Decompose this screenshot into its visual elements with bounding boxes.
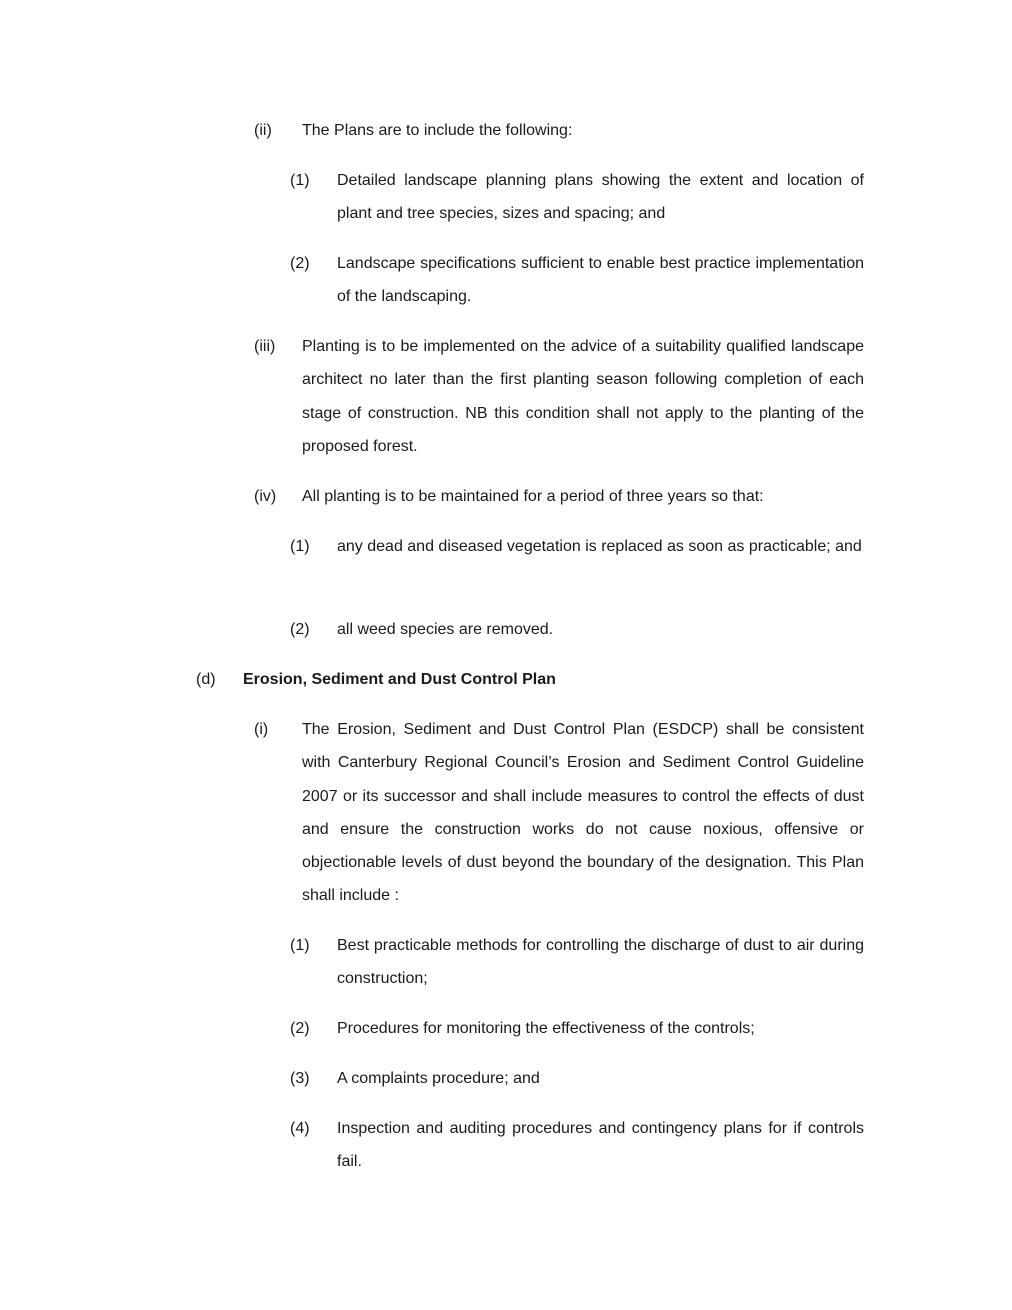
subitem-label: (3) <box>290 1070 310 1087</box>
subitem-text: Detailed landscape planning plans showing the extent and location of plant and tree species, sizes and spacing; and <box>337 172 864 223</box>
subitem-text: Landscape specifications sufficient to enable best practice implementation of the landscaping. <box>337 255 864 306</box>
section-label-d: (d) <box>196 671 216 688</box>
subitem-label: (1) <box>290 538 310 555</box>
subitem-label: (4) <box>290 1120 310 1137</box>
subitem-text: A complaints procedure; and <box>337 1070 540 1087</box>
subitem-label: (1) <box>290 937 310 954</box>
subitem-label: (2) <box>290 255 310 272</box>
item-text-i: The Erosion, Sediment and Dust Control Plan (ESDCP) shall be consistent with Canterbury Regional Council’s Erosion and Sediment Control Guideline 2007 or its successor and shall include measures to control the effects of dust and ensure the construction works do not cause noxious, offensive or objectionable levels of dust beyond the boundary of the designation. This Plan shall include : <box>302 721 864 905</box>
subitem-text: all weed species are removed. <box>337 621 554 638</box>
section-heading: Erosion, Sediment and Dust Control Plan <box>243 671 556 688</box>
item-text-iii: Planting is to be implemented on the advice of a suitability qualified landscape architect no later than the first planting season following completion of each stage of construction. NB this condition shall not apply to the planting of the proposed forest. <box>302 338 864 455</box>
subitem-text: any dead and diseased vegetation is replaced as soon as practicable; and <box>337 538 862 555</box>
subitem-text: Inspection and auditing procedures and contingency plans for if controls fail. <box>337 1120 864 1171</box>
subitem-text: Best practicable methods for controlling the discharge of dust to air during construction; <box>337 937 864 988</box>
item-label-iv: (iv) <box>254 488 277 505</box>
item-text-iv: All planting is to be maintained for a period of three years so that: <box>302 488 764 505</box>
subitem-label: (1) <box>290 172 310 189</box>
item-text-ii: The Plans are to include the following: <box>302 122 573 139</box>
subitem-label: (2) <box>290 621 310 638</box>
subitem-text: Procedures for monitoring the effectiveness of the controls; <box>337 1020 755 1037</box>
item-label-i: (i) <box>254 721 269 738</box>
item-label-iii: (iii) <box>254 338 276 355</box>
item-label-ii: (ii) <box>254 122 272 139</box>
subitem-label: (2) <box>290 1020 310 1037</box>
